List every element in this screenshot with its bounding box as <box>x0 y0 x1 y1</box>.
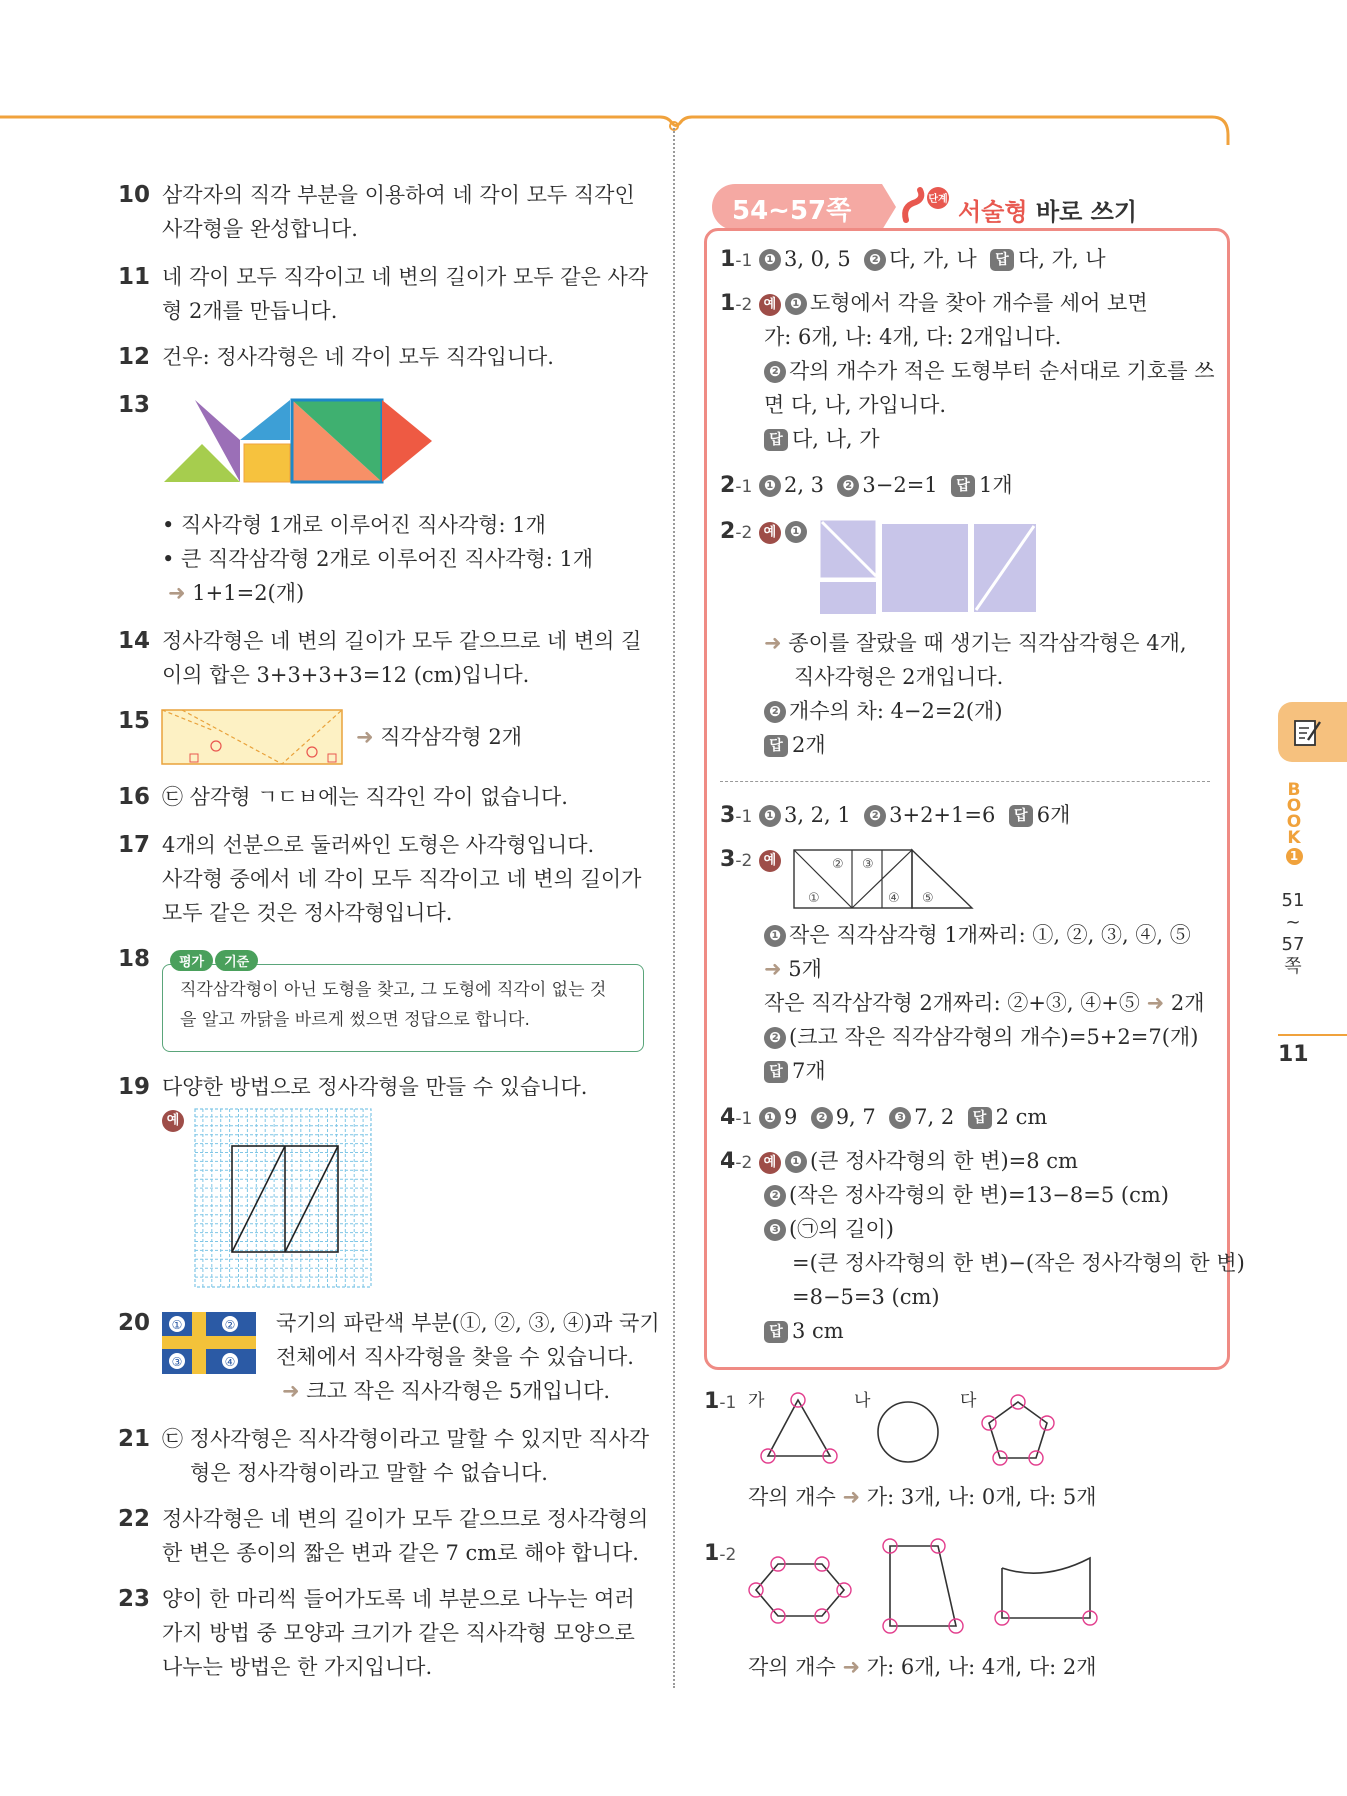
step-text: (큰 정사각형의 한 변)=8 cm <box>809 1149 1078 1173</box>
answer-number: 1 <box>720 291 736 316</box>
step-marker: ❶ <box>759 805 781 827</box>
section-pages: 54~57쪽 <box>732 196 852 226</box>
answer-row <box>720 842 785 878</box>
problem-number: 10 <box>118 182 151 208</box>
step-text: (㉠의 길이) <box>789 1217 894 1241</box>
page-range-tilde: ~ <box>1285 912 1301 933</box>
step-text: 종이를 잘랐을 때 생기는 직각삼각형은 4개, <box>788 631 1187 655</box>
problem-text: 사각형을 완성합니다. <box>162 217 358 241</box>
problem-number: 14 <box>118 628 151 654</box>
answer-row <box>720 286 1148 322</box>
answer-number: 2 <box>720 473 736 498</box>
example-badge: 예 <box>759 1152 781 1174</box>
criteria-line: 직각삼각형이 아닌 도형을 찾고, 그 도형에 직각이 없는 것 <box>180 980 607 1000</box>
step-text: 가: 6개, 나: 4개, 다: 2개입니다. <box>764 325 1062 349</box>
answer-badge: 답 <box>990 249 1014 271</box>
step-text: 각의 개수가 적은 도형부터 순서대로 기호를 쓰 <box>789 359 1215 383</box>
answer-number: 1 <box>720 247 736 272</box>
shapes-angle-figure-1 <box>752 1390 1072 1480</box>
step-line <box>764 694 1003 728</box>
problem-text: 양이 한 마리씩 들어가도록 네 부분으로 나누는 여러 <box>162 1587 635 1611</box>
problem-text: 정사각형은 네 변의 길이가 모두 같으므로 정사각형의 <box>162 1507 649 1531</box>
problem-text: ㉢ 정사각형은 직사각형이라고 말할 수 있지만 직사각 <box>162 1427 650 1451</box>
answer-row <box>720 1144 1078 1180</box>
answer-row <box>720 1100 1047 1136</box>
answer-number: 1 <box>704 1389 720 1414</box>
problem-number: 19 <box>118 1074 151 1100</box>
answer-line <box>764 422 880 456</box>
answer-subnumber: -2 <box>719 1545 737 1565</box>
problem-number: 13 <box>118 392 151 418</box>
answer-text: 2개 <box>792 733 826 757</box>
example-badge: 예 <box>759 294 781 316</box>
step-marker: ❷ <box>837 475 859 497</box>
answer-number: 1 <box>704 1541 720 1566</box>
step-line <box>764 1020 1198 1054</box>
flag-label: ① <box>171 1318 183 1332</box>
problem-text: 다양한 방법으로 정사각형을 만들 수 있습니다. <box>162 1075 588 1099</box>
region-label: ② <box>832 857 844 872</box>
book-letter: O <box>1286 796 1302 816</box>
problem-text: 나누는 방법은 한 가지입니다. <box>162 1655 433 1679</box>
answer-number: 2 <box>720 519 736 544</box>
step-marker: ❸ <box>764 1219 786 1241</box>
book-letter: K <box>1287 828 1301 848</box>
step-text: 작은 직각삼각형 1개짜리: ①, ②, ③, ④, ⑤ <box>789 923 1191 947</box>
answer-badge: 답 <box>951 475 975 497</box>
problem-number: 16 <box>118 784 151 810</box>
result-line <box>356 720 522 754</box>
criteria-line: 을 알고 까닭을 바르게 썼으면 정답으로 합니다. <box>180 1010 530 1030</box>
answer-row <box>720 468 1013 504</box>
step-text: 다, 가, 나 <box>889 247 977 271</box>
step-marker: ❶ <box>785 293 807 315</box>
region-label: ④ <box>888 891 900 906</box>
problem-text: 네 각이 모두 직각이고 네 변의 길이가 모두 같은 사각 <box>162 265 649 289</box>
stage-icon <box>900 184 956 230</box>
problem-number: 18 <box>118 946 151 972</box>
answer-number: 4 <box>720 1105 736 1130</box>
answer-line <box>764 1314 844 1348</box>
step-marker: ❷ <box>764 1185 786 1207</box>
result-line <box>282 1374 610 1408</box>
book-label <box>1284 782 1304 865</box>
result-label: 각의 개수 <box>748 1485 836 1509</box>
result-line <box>168 576 304 610</box>
answer-subnumber: -1 <box>735 1109 753 1129</box>
answer-row <box>720 514 810 550</box>
shape-label: 가 <box>748 1391 765 1411</box>
answer-line <box>764 1054 826 1088</box>
problem-number: 21 <box>118 1426 151 1452</box>
step-marker: ❷ <box>764 1027 786 1049</box>
step-marker: ❷ <box>864 249 886 271</box>
book-number: 1 <box>1286 848 1303 865</box>
answer-subnumber: -2 <box>735 1153 753 1173</box>
answer-subnumber: -2 <box>735 523 753 543</box>
step-line <box>764 626 1187 660</box>
answer-text: 6개 <box>1036 803 1071 827</box>
problem-number: 22 <box>118 1506 151 1532</box>
stage-label: 단계 <box>928 194 948 205</box>
step-line <box>764 1212 894 1246</box>
answer-subnumber: -1 <box>735 807 753 827</box>
notepad-pencil-icon <box>1292 716 1324 748</box>
example-badge: 예 <box>162 1110 184 1132</box>
step-marker: ❷ <box>864 805 886 827</box>
problem-number: 11 <box>118 264 151 290</box>
badge-label: 평가 <box>170 950 213 971</box>
shape-label: 다 <box>960 1391 977 1411</box>
problem-text: 이의 합은 3+3+3+3=12 (cm)입니다. <box>162 663 530 687</box>
step-text: 5개 <box>788 957 822 981</box>
folded-paper-figure <box>160 708 344 766</box>
result-text: 가: 6개, 나: 4개, 다: 2개 <box>866 1655 1097 1679</box>
answer-row <box>720 242 1106 278</box>
step-result: 2개 <box>1170 991 1205 1015</box>
arrow-icon: ➜ <box>842 1485 867 1509</box>
flag-label: ④ <box>224 1355 236 1369</box>
answer-text: 1개 <box>979 473 1013 497</box>
side-tab-line <box>1278 1034 1347 1036</box>
criteria-text <box>180 975 630 1035</box>
answer-row <box>704 1384 736 1420</box>
problem-text: 정사각형은 네 변의 길이가 모두 같으므로 네 변의 길 <box>162 629 642 653</box>
problem-text: 형은 정사각형이라고 말할 수 없습니다. <box>190 1461 548 1485</box>
page-range <box>1276 890 1310 978</box>
arrow-icon: ➜ <box>764 957 789 981</box>
tangram-fish-figure <box>160 396 440 500</box>
shapes-angle-figure-2 <box>744 1538 1104 1648</box>
problem-text: 건우: 정사각형은 네 각이 모두 직각입니다. <box>162 345 554 369</box>
bullet-text: • 직사각형 1개로 이루어진 직사각형: 1개 <box>162 513 546 537</box>
step-text: 도형에서 각을 찾아 개수를 세어 보면 <box>809 291 1148 315</box>
answer-badge: 답 <box>764 1061 788 1083</box>
step-marker: ❷ <box>764 361 786 383</box>
triangle-division-figure <box>792 848 976 910</box>
step-text: =(큰 정사각형의 한 변)−(작은 정사각형의 한 변) <box>792 1251 1245 1275</box>
answer-badge: 답 <box>1009 805 1033 827</box>
step-marker: ❶ <box>759 475 781 497</box>
section-title-rest: 바로 쓰기 <box>1027 198 1138 226</box>
step-marker: ❸ <box>889 1107 911 1129</box>
problem-text: 국기의 파란색 부분(①, ②, ③, ④)과 국기 <box>276 1311 660 1335</box>
answer-badge: 답 <box>764 735 788 757</box>
step-text: 7, 2 <box>914 1105 955 1129</box>
book-letter: B <box>1287 780 1301 800</box>
badge-label: 기준 <box>215 950 258 971</box>
step-text: 9, 7 <box>835 1105 876 1129</box>
step-text: (크고 작은 직각삼각형의 개수)=5+2=7(개) <box>789 1025 1199 1049</box>
arrow-icon: ➜ <box>842 1655 867 1679</box>
step-text: 3, 0, 5 <box>783 247 851 271</box>
answer-subnumber: -1 <box>735 251 753 271</box>
criteria-badge <box>170 950 260 974</box>
page-range-start: 51 <box>1281 890 1305 911</box>
step-marker: ❷ <box>811 1107 833 1129</box>
step-text: =8−5=3 (cm) <box>792 1285 940 1309</box>
arrow-icon: ➜ <box>1146 991 1171 1015</box>
answer-text: 7개 <box>792 1059 826 1083</box>
flag-label: ② <box>224 1318 236 1332</box>
problem-text: 4개의 선분으로 둘러싸인 도형은 사각형입니다. <box>162 833 595 857</box>
region-label: ⑤ <box>922 891 934 906</box>
answer-text: 다, 나, 가 <box>792 427 880 451</box>
answer-text: 2 cm <box>995 1105 1048 1129</box>
result-label: 각의 개수 <box>748 1655 836 1679</box>
section-title <box>958 192 1137 227</box>
step-text: (작은 정사각형의 한 변)=13−8=5 (cm) <box>789 1183 1169 1207</box>
step-line <box>764 1178 1169 1212</box>
answer-badge: 답 <box>764 1321 788 1343</box>
step-line <box>764 354 1214 388</box>
answer-badge: 답 <box>764 429 788 451</box>
step-line <box>764 918 1191 952</box>
problem-text: 가지 방법 중 모양과 크기가 같은 직사각형 모양으로 <box>162 1621 635 1645</box>
problem-number: 23 <box>118 1586 151 1612</box>
step-text: 작은 직각삼각형 2개짜리: ②+③, ④+⑤ <box>764 991 1140 1015</box>
result-text: 직각삼각형 2개 <box>380 725 523 749</box>
shape-label: 나 <box>854 1391 871 1411</box>
result-text: 크고 작은 직사각형은 5개입니다. <box>306 1379 611 1403</box>
answer-subnumber: -2 <box>735 295 753 315</box>
pill-arrow-shape <box>866 184 896 230</box>
arrow-icon: ➜ <box>356 725 381 749</box>
step-marker: ❶ <box>785 521 807 543</box>
problem-number: 15 <box>118 708 151 734</box>
answer-subnumber: -1 <box>735 477 753 497</box>
example-badge: 예 <box>759 522 781 544</box>
result-text: 가: 3개, 나: 0개, 다: 5개 <box>866 1485 1097 1509</box>
region-label: ③ <box>862 857 874 872</box>
arrow-icon: ➜ <box>168 581 193 605</box>
page-range-end: 57 <box>1281 934 1305 955</box>
example-badge: 예 <box>759 850 781 872</box>
problem-text: 형 2개를 만듭니다. <box>162 299 338 323</box>
step-marker: ❶ <box>764 925 786 947</box>
stage-number: 5 <box>916 213 926 228</box>
step-text: 9 <box>783 1105 798 1129</box>
cut-paper-figure <box>820 520 1040 616</box>
answer-row <box>720 798 1070 834</box>
column-divider <box>673 128 675 1688</box>
result-text: 1+1=2(개) <box>192 581 305 605</box>
problem-text: 모두 같은 것은 정사각형입니다. <box>162 901 453 925</box>
step-text: 3−2=1 <box>862 473 938 497</box>
step-marker: ❶ <box>759 1107 781 1129</box>
book-letter: O <box>1286 812 1302 832</box>
grid-square-figure <box>194 1108 374 1290</box>
flag-label: ③ <box>171 1355 183 1369</box>
problem-text: ㉢ 삼각형 ㄱㄷㅂ에는 직각인 각이 없습니다. <box>162 785 568 809</box>
answer-number: 3 <box>720 847 736 872</box>
sweden-flag-figure <box>162 1312 256 1374</box>
problem-text: 사각형 중에서 네 각이 모두 직각이고 네 변의 길이가 <box>162 867 642 891</box>
problem-number: 20 <box>118 1310 151 1336</box>
answer-line <box>764 728 826 762</box>
step-text: 면 다, 나, 가입니다. <box>764 393 947 417</box>
problem-number: 17 <box>118 832 151 858</box>
problem-number: 12 <box>118 344 151 370</box>
step-text: 직사각형은 2개입니다. <box>794 665 1004 689</box>
answer-number: 3 <box>720 803 736 828</box>
answer-text: 다, 가, 나 <box>1018 247 1106 271</box>
problem-text: 삼각자의 직각 부분을 이용하여 네 각이 모두 직각인 <box>162 183 635 207</box>
bullet-text: • 큰 직각삼각형 2개로 이루어진 직사각형: 1개 <box>162 547 594 571</box>
step-marker: ❶ <box>785 1151 807 1173</box>
answer-badge: 답 <box>968 1107 992 1129</box>
result-line <box>748 1650 1097 1684</box>
answer-subnumber: -2 <box>735 851 753 871</box>
arrow-icon: ➜ <box>764 631 789 655</box>
step-text: 3+2+1=6 <box>889 803 996 827</box>
step-text: 2, 3 <box>783 473 825 497</box>
region-label: ① <box>808 891 820 906</box>
step-marker: ❷ <box>764 701 786 723</box>
dashed-separator <box>720 781 1210 782</box>
step-line <box>764 986 1205 1020</box>
step-marker: ❶ <box>759 249 781 271</box>
page-range-unit: 쪽 <box>1284 956 1302 977</box>
section-title-highlight: 서술형 <box>958 198 1028 226</box>
answer-row <box>704 1536 736 1572</box>
side-tab <box>1278 702 1347 762</box>
step-line <box>764 952 822 986</box>
page-number: 11 <box>1278 1042 1309 1067</box>
result-line <box>748 1480 1097 1514</box>
answer-subnumber: -1 <box>719 1393 737 1413</box>
problem-text: 한 변은 종이의 짧은 변과 같은 7 cm로 해야 합니다. <box>162 1541 639 1565</box>
step-text: 3, 2, 1 <box>783 803 851 827</box>
answer-number: 4 <box>720 1149 736 1174</box>
step-text: 개수의 차: 4−2=2(개) <box>789 699 1003 723</box>
problem-text: 전체에서 직사각형을 찾을 수 있습니다. <box>276 1345 634 1369</box>
arrow-icon: ➜ <box>282 1379 307 1403</box>
answer-text: 3 cm <box>792 1319 844 1343</box>
